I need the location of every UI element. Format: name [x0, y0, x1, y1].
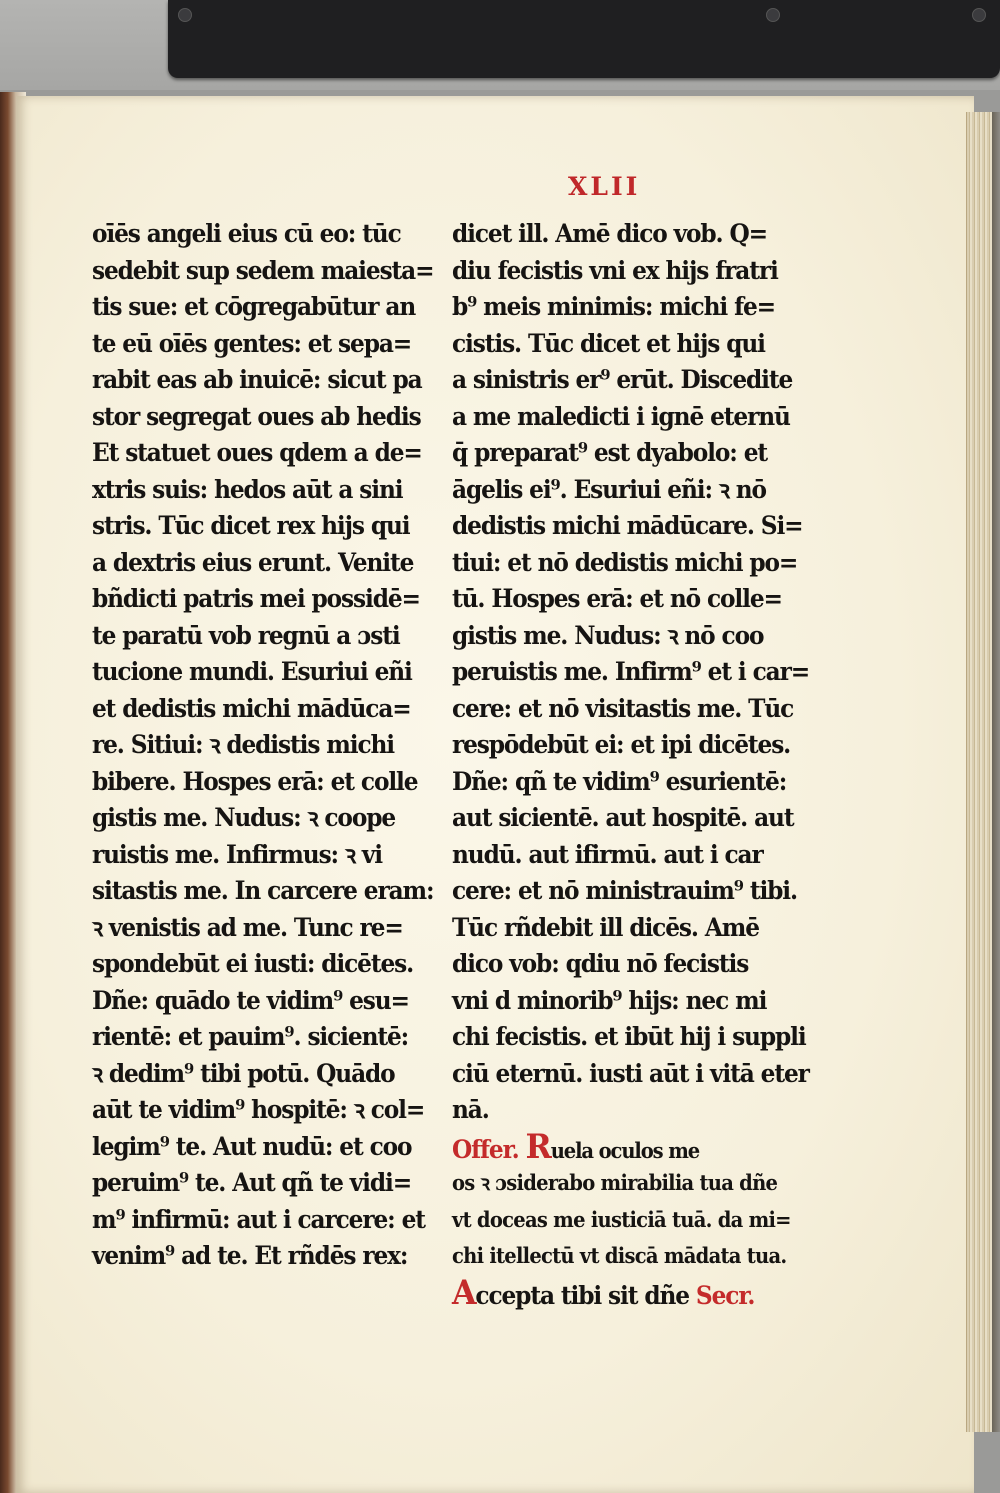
text-line: tiui: et nō dedistis michi po=: [452, 547, 798, 577]
text-line: dicet ill. Amē dico vob. Q=: [452, 219, 768, 248]
text-line: Et statuet oues qdem a de=: [92, 438, 422, 467]
text-line: vni d minorib⁹ hijs: nec mi: [452, 985, 767, 1015]
text-line: stris. Tūc dicet rex hijs qui: [92, 511, 410, 540]
text-line: et dedistis michi mādūca=: [92, 693, 411, 723]
text-line: os ꝛ ɔsiderabo mirabilia tua dñe: [452, 1170, 778, 1195]
text-line: cistis. Tūc dicet et hijs qui: [452, 328, 765, 358]
text-line: respōdebūt ei: et ipi dicētes.: [452, 730, 791, 759]
text-line: āgelis ei⁹. Esuriui eñi: ꝛ nō: [452, 474, 766, 504]
text-line: legim⁹ te. Aut nudū: et coo: [92, 1131, 412, 1161]
text-line: te paratū vob regnū a ɔsti: [92, 620, 400, 650]
screw-icon: [766, 8, 780, 22]
text-line: nudū. aut ifirmū. aut i car: [452, 839, 763, 869]
text-line: re. Sitiui: ꝛ dedistis michi: [92, 730, 395, 759]
text-line: xtris suis: hedos aūt a sini: [92, 474, 403, 504]
text-line: bibere. Hospes erā: et colle: [92, 766, 418, 796]
text-line: cere: et nō ministrauim⁹ tibi.: [452, 876, 798, 905]
text-line: ꝛ dedim⁹ tibi potū. Quādo: [92, 1058, 395, 1088]
text-line: sedebit sup sedem maiesta=: [92, 255, 434, 285]
text-line: venim⁹ ad te. Et rñdēs rex:: [92, 1241, 408, 1270]
text-line: chi itellectū vt discā mādata tua.: [452, 1243, 787, 1268]
text-line: cere: et nō visitastis me. Tūc: [452, 693, 794, 723]
text-line: nā.: [452, 1095, 489, 1124]
text-line: ꝛ venistis ad me. Tunc re=: [92, 912, 403, 942]
secret-text: ccepta tibi sit dñe: [475, 1280, 689, 1310]
secret-line: [452, 1272, 755, 1313]
offertory-initial: R: [525, 1126, 551, 1167]
text-line: dedistis michi mādūcare. Si=: [452, 511, 803, 540]
text-line: aut sicientē. aut hospitē. aut: [452, 803, 794, 832]
secret-rubric: Secr.: [695, 1280, 755, 1310]
text-line: gistis me. Nudus: ꝛ nō coo: [452, 620, 764, 650]
text-line: Dñe: quādo te vidim⁹ esu=: [92, 985, 409, 1015]
text-line: a sinistris er⁹ erūt. Discedite: [452, 365, 793, 394]
left-text-column: [92, 216, 434, 1275]
text-line: a me maledicti i ignē eternū: [452, 401, 790, 431]
text-line: chi fecistis. et ibūt hij i suppli: [452, 1022, 806, 1051]
text-line: Tūc rñdebit ill dicēs. Amē: [452, 912, 759, 942]
folio-number: XLII: [568, 172, 641, 201]
text-line: ciū eternū. iusti aūt i vitā eter: [452, 1058, 809, 1088]
text-line: a dextris eius erunt. Venite: [92, 547, 414, 577]
text-line: peruim⁹ te. Aut qñ te vidi=: [92, 1168, 412, 1197]
text-line: bñdicti patris mei possidē=: [92, 584, 420, 613]
right-text-column: [452, 216, 810, 1313]
text-line: Dñe: qñ te vidim⁹ esurientē:: [452, 766, 787, 796]
offertory-rubric: Offer.: [452, 1134, 519, 1164]
text-line: stor segregat oues ab hedis: [92, 401, 421, 431]
text-line: peruistis me. Infirm⁹ et i car=: [452, 657, 810, 686]
screw-icon: [972, 8, 986, 22]
text-line: b⁹ meis minimis: michi fe=: [452, 292, 776, 321]
text-line: rientē: et pauim⁹. sicientē:: [92, 1022, 409, 1051]
text-line: spondebūt ei iusti: dicētes.: [92, 949, 414, 978]
text-line: gistis me. Nudus: ꝛ coope: [92, 803, 396, 832]
text-line: rabit eas ab inuicē: sicut pa: [92, 365, 422, 394]
text-line: aūt te vidim⁹ hospitē: ꝛ col=: [92, 1095, 425, 1124]
text-line: vt doceas me iusticiā tuā. da mi=: [452, 1206, 791, 1232]
offertory-line: [452, 1126, 750, 1167]
page-block-edge: [966, 112, 993, 1432]
secret-initial: A: [452, 1272, 476, 1313]
text-line: te eū oīēs gentes: et sepa=: [92, 328, 412, 358]
text-line: tū. Hospes erā: et nō colle=: [452, 584, 782, 613]
scanner-clamp: [168, 0, 1000, 78]
text-line: diu fecistis vni ex hijs fratri: [452, 255, 778, 285]
offertory-first-line: uela oculos me: [550, 1137, 700, 1163]
text-line: oīēs angeli eius cū eo: tūc: [92, 219, 401, 248]
text-line: sitastis me. In carcere eram:: [92, 876, 434, 905]
text-line: ruistis me. Infirmus: ꝛ vi: [92, 839, 383, 869]
text-line: tis sue: et cōgregabūtur an: [92, 292, 416, 321]
text-line: tucione mundi. Esuriui eñi: [92, 657, 412, 686]
text-line: dico vob: qdiu nō fecistis: [452, 949, 749, 978]
screw-icon: [178, 8, 192, 22]
text-line: q̄ preparat⁹ est dyabolo: et: [452, 438, 768, 467]
text-line: m⁹ infirmū: aut i carcere: et: [92, 1204, 425, 1234]
page-edge-shadow: [992, 112, 1000, 1432]
